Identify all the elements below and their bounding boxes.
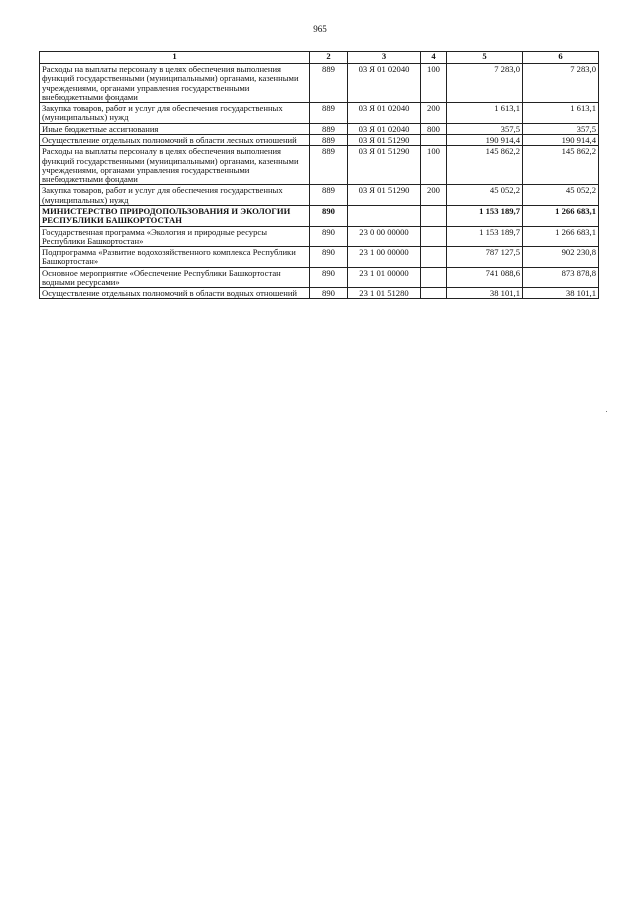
cell-csr: 03 Я 01 02040: [348, 123, 421, 134]
cell-name: Закупка товаров, работ и услуг для обеспечения государственных (муниципальных) нужд: [40, 103, 310, 124]
cell-csr: [348, 205, 421, 226]
scan-speck: [606, 411, 607, 412]
cell-csr: 03 Я 01 02040: [348, 103, 421, 124]
cell-value-1: 190 914,4: [447, 134, 523, 145]
cell-value-1: 45 052,2: [447, 185, 523, 206]
cell-gr: 889: [310, 185, 348, 206]
cell-name: Осуществление отдельных полномочий в области водных отношений: [40, 288, 310, 299]
cell-name: МИНИСТЕРСТВО ПРИРОДОПОЛЬЗОВАНИЯ И ЭКОЛОГИИ РЕСПУБЛИКИ БАШКОРТОСТАН: [40, 205, 310, 226]
page-number: 965: [313, 24, 327, 34]
cell-name: Государственная программа «Экология и природные ресурсы Республики Башкортостан»: [40, 226, 310, 247]
cell-gr: 890: [310, 247, 348, 268]
cell-name: Расходы на выплаты персоналу в целях обеспечения выполнения функций государственными (муниципальными) органами, казенными учреждениями, органами управления государственными внебюджетными фондами: [40, 64, 310, 103]
column-header-year2: 6: [523, 52, 599, 64]
cell-vr: 200: [421, 103, 447, 124]
cell-vr: 100: [421, 146, 447, 185]
column-header-name: 1: [40, 52, 310, 64]
table-row: [40, 134, 599, 145]
cell-csr: 03 Я 01 51290: [348, 185, 421, 206]
cell-csr: 23 1 01 00000: [348, 267, 421, 288]
cell-gr: 889: [310, 103, 348, 124]
cell-vr: [421, 134, 447, 145]
cell-value-2: 1 613,1: [523, 103, 599, 124]
column-header-vr: 4: [421, 52, 447, 64]
table-row: [40, 247, 599, 268]
cell-vr: [421, 267, 447, 288]
column-header-csr: 3: [348, 52, 421, 64]
table-header-row: [40, 52, 599, 64]
cell-value-1: 1 153 189,7: [447, 205, 523, 226]
cell-gr: 889: [310, 123, 348, 134]
cell-gr: 890: [310, 288, 348, 299]
cell-vr: 100: [421, 64, 447, 103]
cell-vr: [421, 226, 447, 247]
cell-value-1: 1 153 189,7: [447, 226, 523, 247]
cell-value-1: 357,5: [447, 123, 523, 134]
table-row: [40, 64, 599, 103]
table-row: [40, 267, 599, 288]
cell-value-2: 38 101,1: [523, 288, 599, 299]
table-row: [40, 146, 599, 185]
cell-vr: 200: [421, 185, 447, 206]
cell-name: Иные бюджетные ассигнования: [40, 123, 310, 134]
cell-value-2: 190 914,4: [523, 134, 599, 145]
column-header-year1: 5: [447, 52, 523, 64]
cell-csr: 23 1 00 00000: [348, 247, 421, 268]
cell-value-2: 7 283,0: [523, 64, 599, 103]
cell-gr: 890: [310, 205, 348, 226]
cell-name: Закупка товаров, работ и услуг для обеспечения государственных (муниципальных) нужд: [40, 185, 310, 206]
cell-value-2: 357,5: [523, 123, 599, 134]
cell-value-1: 1 613,1: [447, 103, 523, 124]
cell-gr: 890: [310, 226, 348, 247]
table-row: [40, 226, 599, 247]
table-row: [40, 288, 599, 299]
cell-value-1: 787 127,5: [447, 247, 523, 268]
cell-value-2: 873 878,8: [523, 267, 599, 288]
table-row-ministry: [40, 205, 599, 226]
cell-value-1: 145 862,2: [447, 146, 523, 185]
cell-value-1: 741 088,6: [447, 267, 523, 288]
cell-csr: 23 0 00 00000: [348, 226, 421, 247]
cell-name: Основное мероприятие «Обеспечение Республики Башкортостан водными ресурсами»: [40, 267, 310, 288]
cell-value-2: 1 266 683,1: [523, 205, 599, 226]
cell-value-2: 45 052,2: [523, 185, 599, 206]
cell-gr: 889: [310, 64, 348, 103]
cell-value-1: 7 283,0: [447, 64, 523, 103]
cell-gr: 889: [310, 146, 348, 185]
cell-value-1: 38 101,1: [447, 288, 523, 299]
table-row: [40, 185, 599, 206]
cell-gr: 890: [310, 267, 348, 288]
cell-csr: 03 Я 01 02040: [348, 64, 421, 103]
cell-vr: [421, 205, 447, 226]
cell-vr: [421, 288, 447, 299]
cell-value-2: 1 266 683,1: [523, 226, 599, 247]
cell-name: Подпрограмма «Развитие водохозяйственного комплекса Республики Башкортостан»: [40, 247, 310, 268]
cell-csr: 03 Я 01 51290: [348, 146, 421, 185]
cell-vr: [421, 247, 447, 268]
budget-table: [39, 51, 599, 299]
cell-name: Осуществление отдельных полномочий в области лесных отношений: [40, 134, 310, 145]
cell-csr: 23 1 01 51280: [348, 288, 421, 299]
table-row: [40, 123, 599, 134]
cell-vr: 800: [421, 123, 447, 134]
cell-csr: 03 Я 01 51290: [348, 134, 421, 145]
cell-value-2: 902 230,8: [523, 247, 599, 268]
cell-value-2: 145 862,2: [523, 146, 599, 185]
cell-gr: 889: [310, 134, 348, 145]
column-header-gr: 2: [310, 52, 348, 64]
table-row: [40, 103, 599, 124]
cell-name: Расходы на выплаты персоналу в целях обеспечения выполнения функций государственными (муниципальными) органами, казенными учреждениями, органами управления государственными внебюджетными фондами: [40, 146, 310, 185]
